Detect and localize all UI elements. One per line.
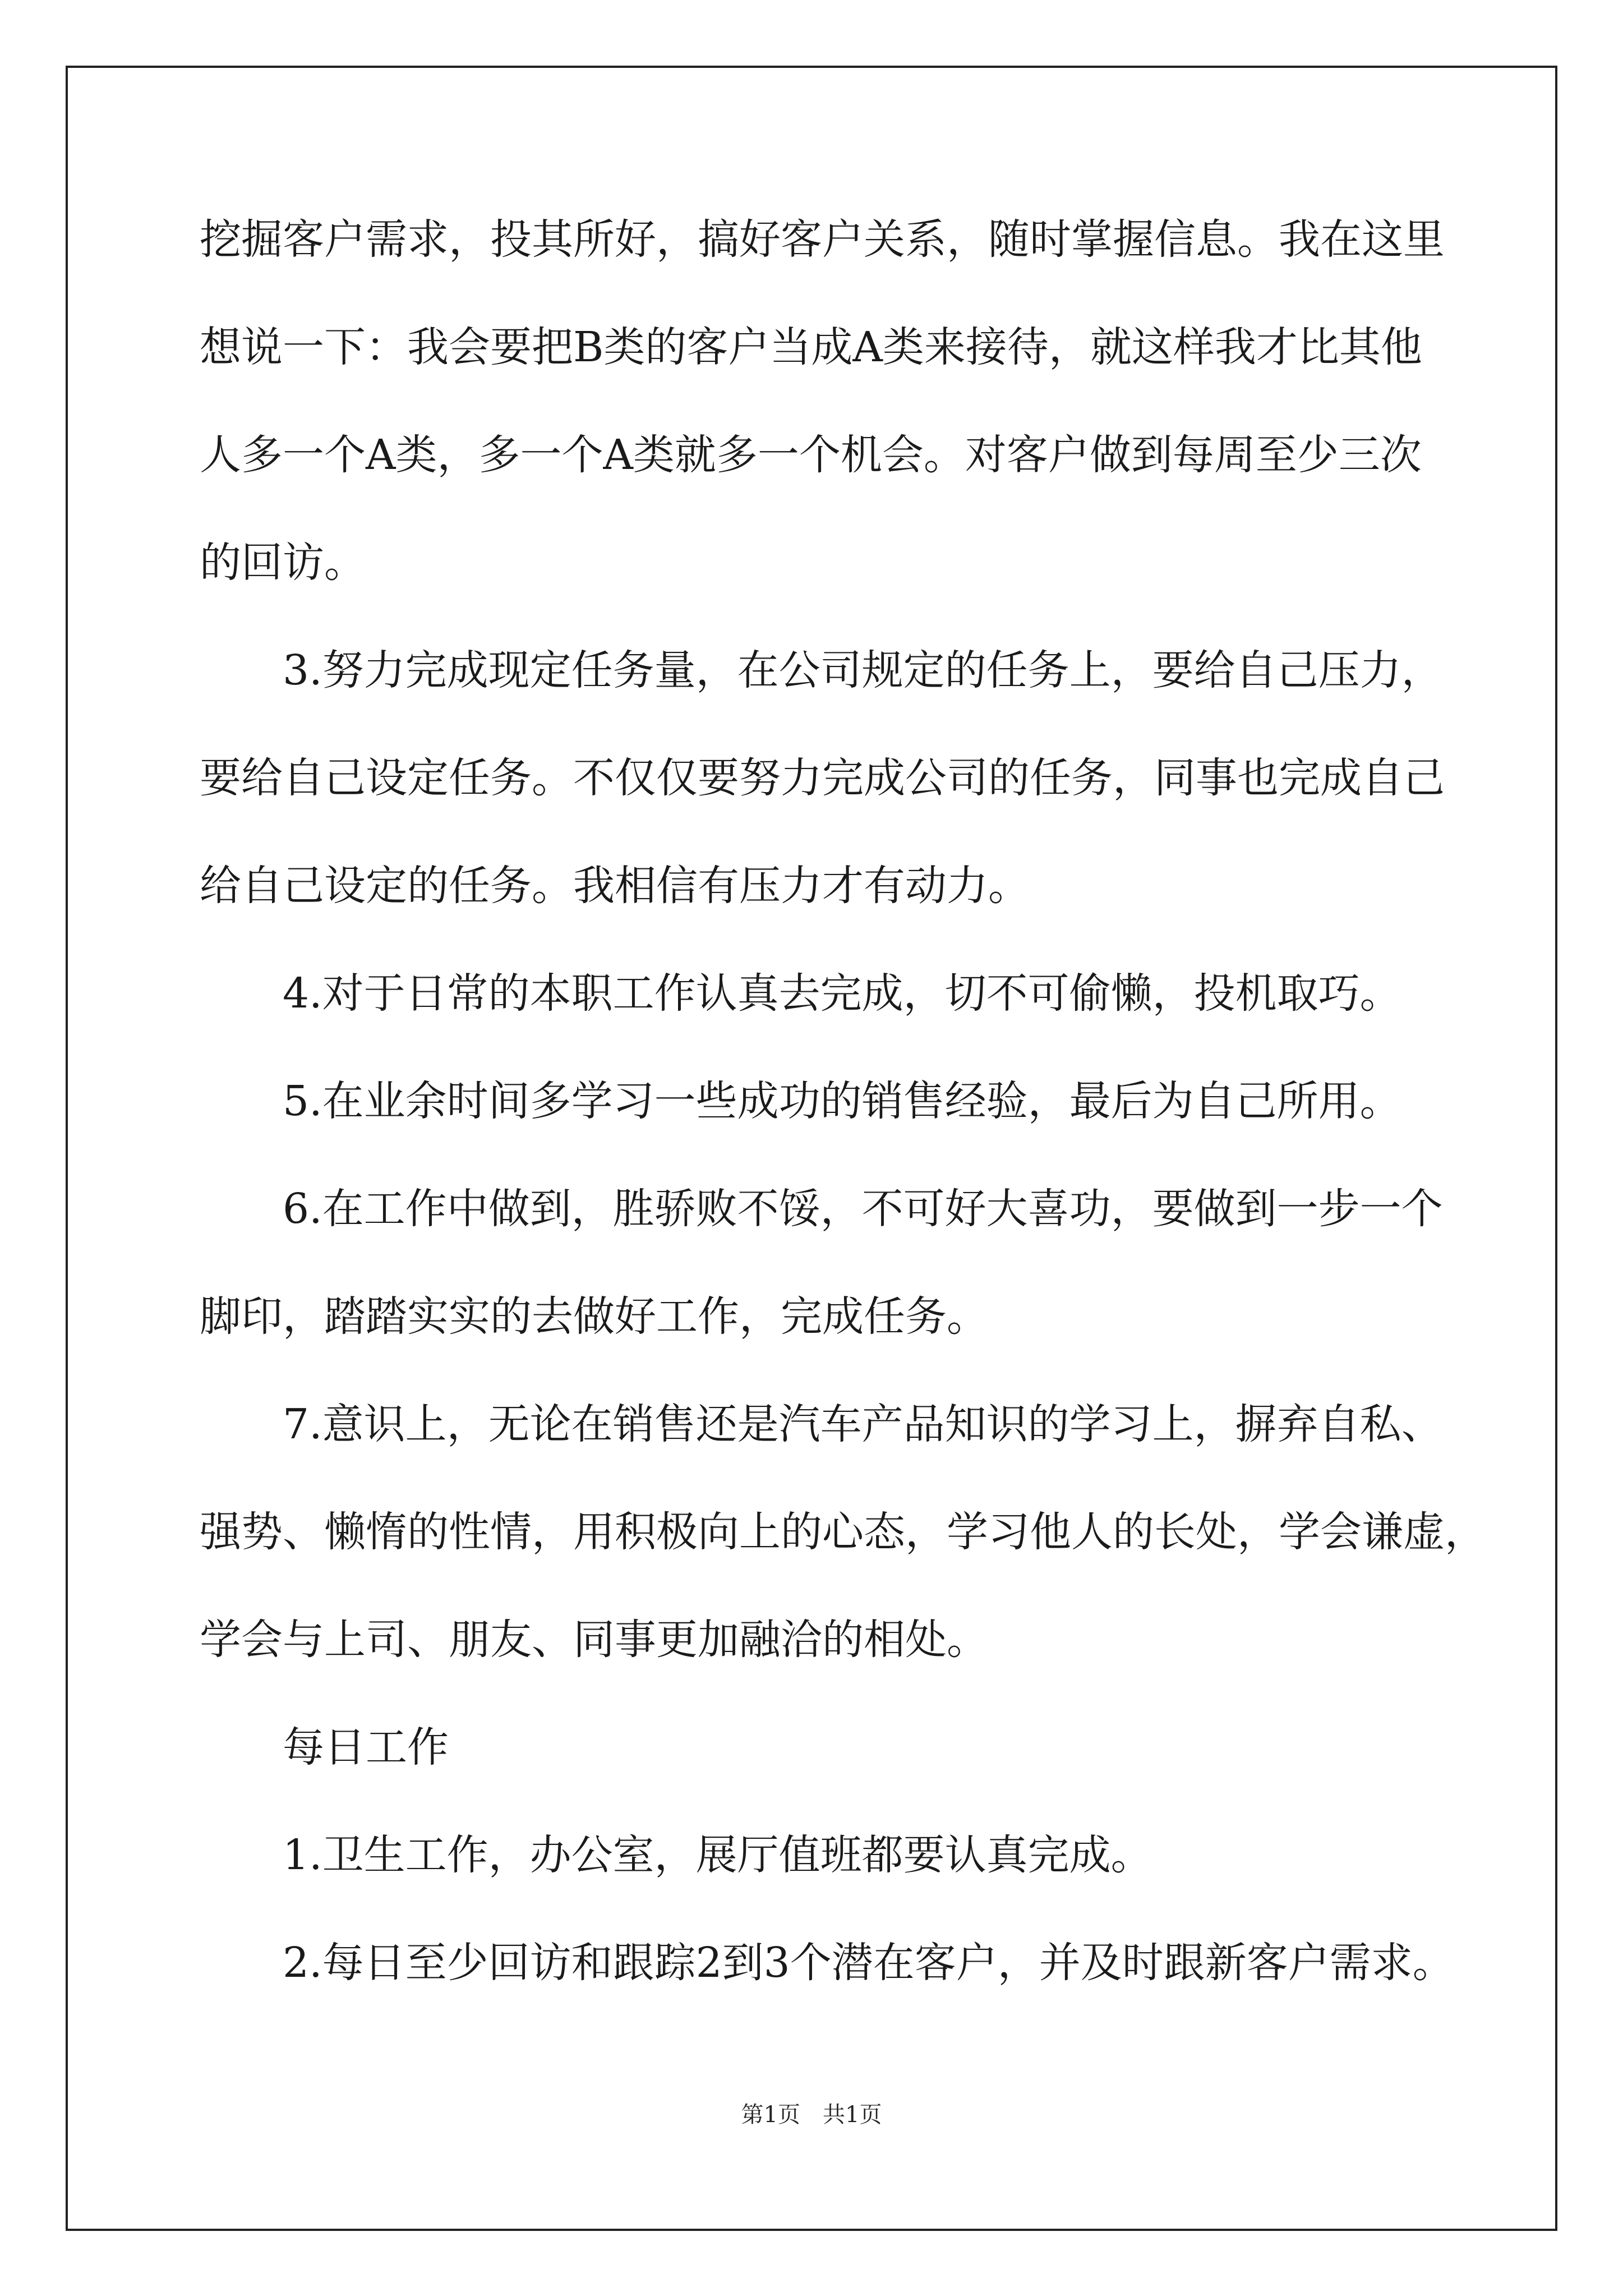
text-line: 5.在业余时间多学习一些成功的销售经验，最后为自己所用。 <box>283 1077 1401 1125</box>
text-line: 强势、懒惰的性情，用积极向上的心态，学习他人的长处，学会谦虚， <box>200 1508 1486 1556</box>
text-line: 要给自己设定任务。不仅仅要努力完成公司的任务，同事也完成自己 <box>200 754 1445 802</box>
text-line: 2.每日至少回访和跟踪2到3个潜在客户，并及时跟新客户需求。 <box>283 1939 1454 1987</box>
text-line: 1.卫生工作，办公室，展厅值班都要认真完成。 <box>283 1831 1152 1879</box>
text-line: 人多一个A类，多一个A类就多一个机会。对客户做到每周至少三次 <box>200 431 1422 479</box>
text-line: 给自己设定的任务。我相信有压力才有动力。 <box>200 862 1030 910</box>
text-line: 的回访。 <box>200 539 366 587</box>
text-line: 挖掘客户需求，投其所好，搞好客户关系，随时掌握信息。我在这里 <box>200 215 1445 264</box>
text-line: 脚印，踏踏实实的去做好工作，完成任务。 <box>200 1292 988 1341</box>
text-line: 6.在工作中做到，胜骄败不馁，不可好大喜功，要做到一步一个 <box>283 1185 1443 1233</box>
section-heading: 每日工作 <box>283 1723 449 1772</box>
text-line: 3.努力完成现定任务量，在公司规定的任务上，要给自己压力， <box>283 646 1443 694</box>
page-number: 第1页 共1页 <box>741 2102 882 2128</box>
text-line: 想说一下：我会要把B类的客户当成A类来接待，就这样我才比其他 <box>200 323 1422 371</box>
text-line: 学会与上司、朋友、同事更加融洽的相处。 <box>200 1616 988 1664</box>
text-line: 4.对于日常的本职工作认真去完成，切不可偷懒，投机取巧。 <box>283 969 1401 1018</box>
page-border <box>66 66 1557 2231</box>
text-line: 7.意识上，无论在销售还是汽车产品知识的学习上，摒弃自私、 <box>283 1400 1443 1448</box>
